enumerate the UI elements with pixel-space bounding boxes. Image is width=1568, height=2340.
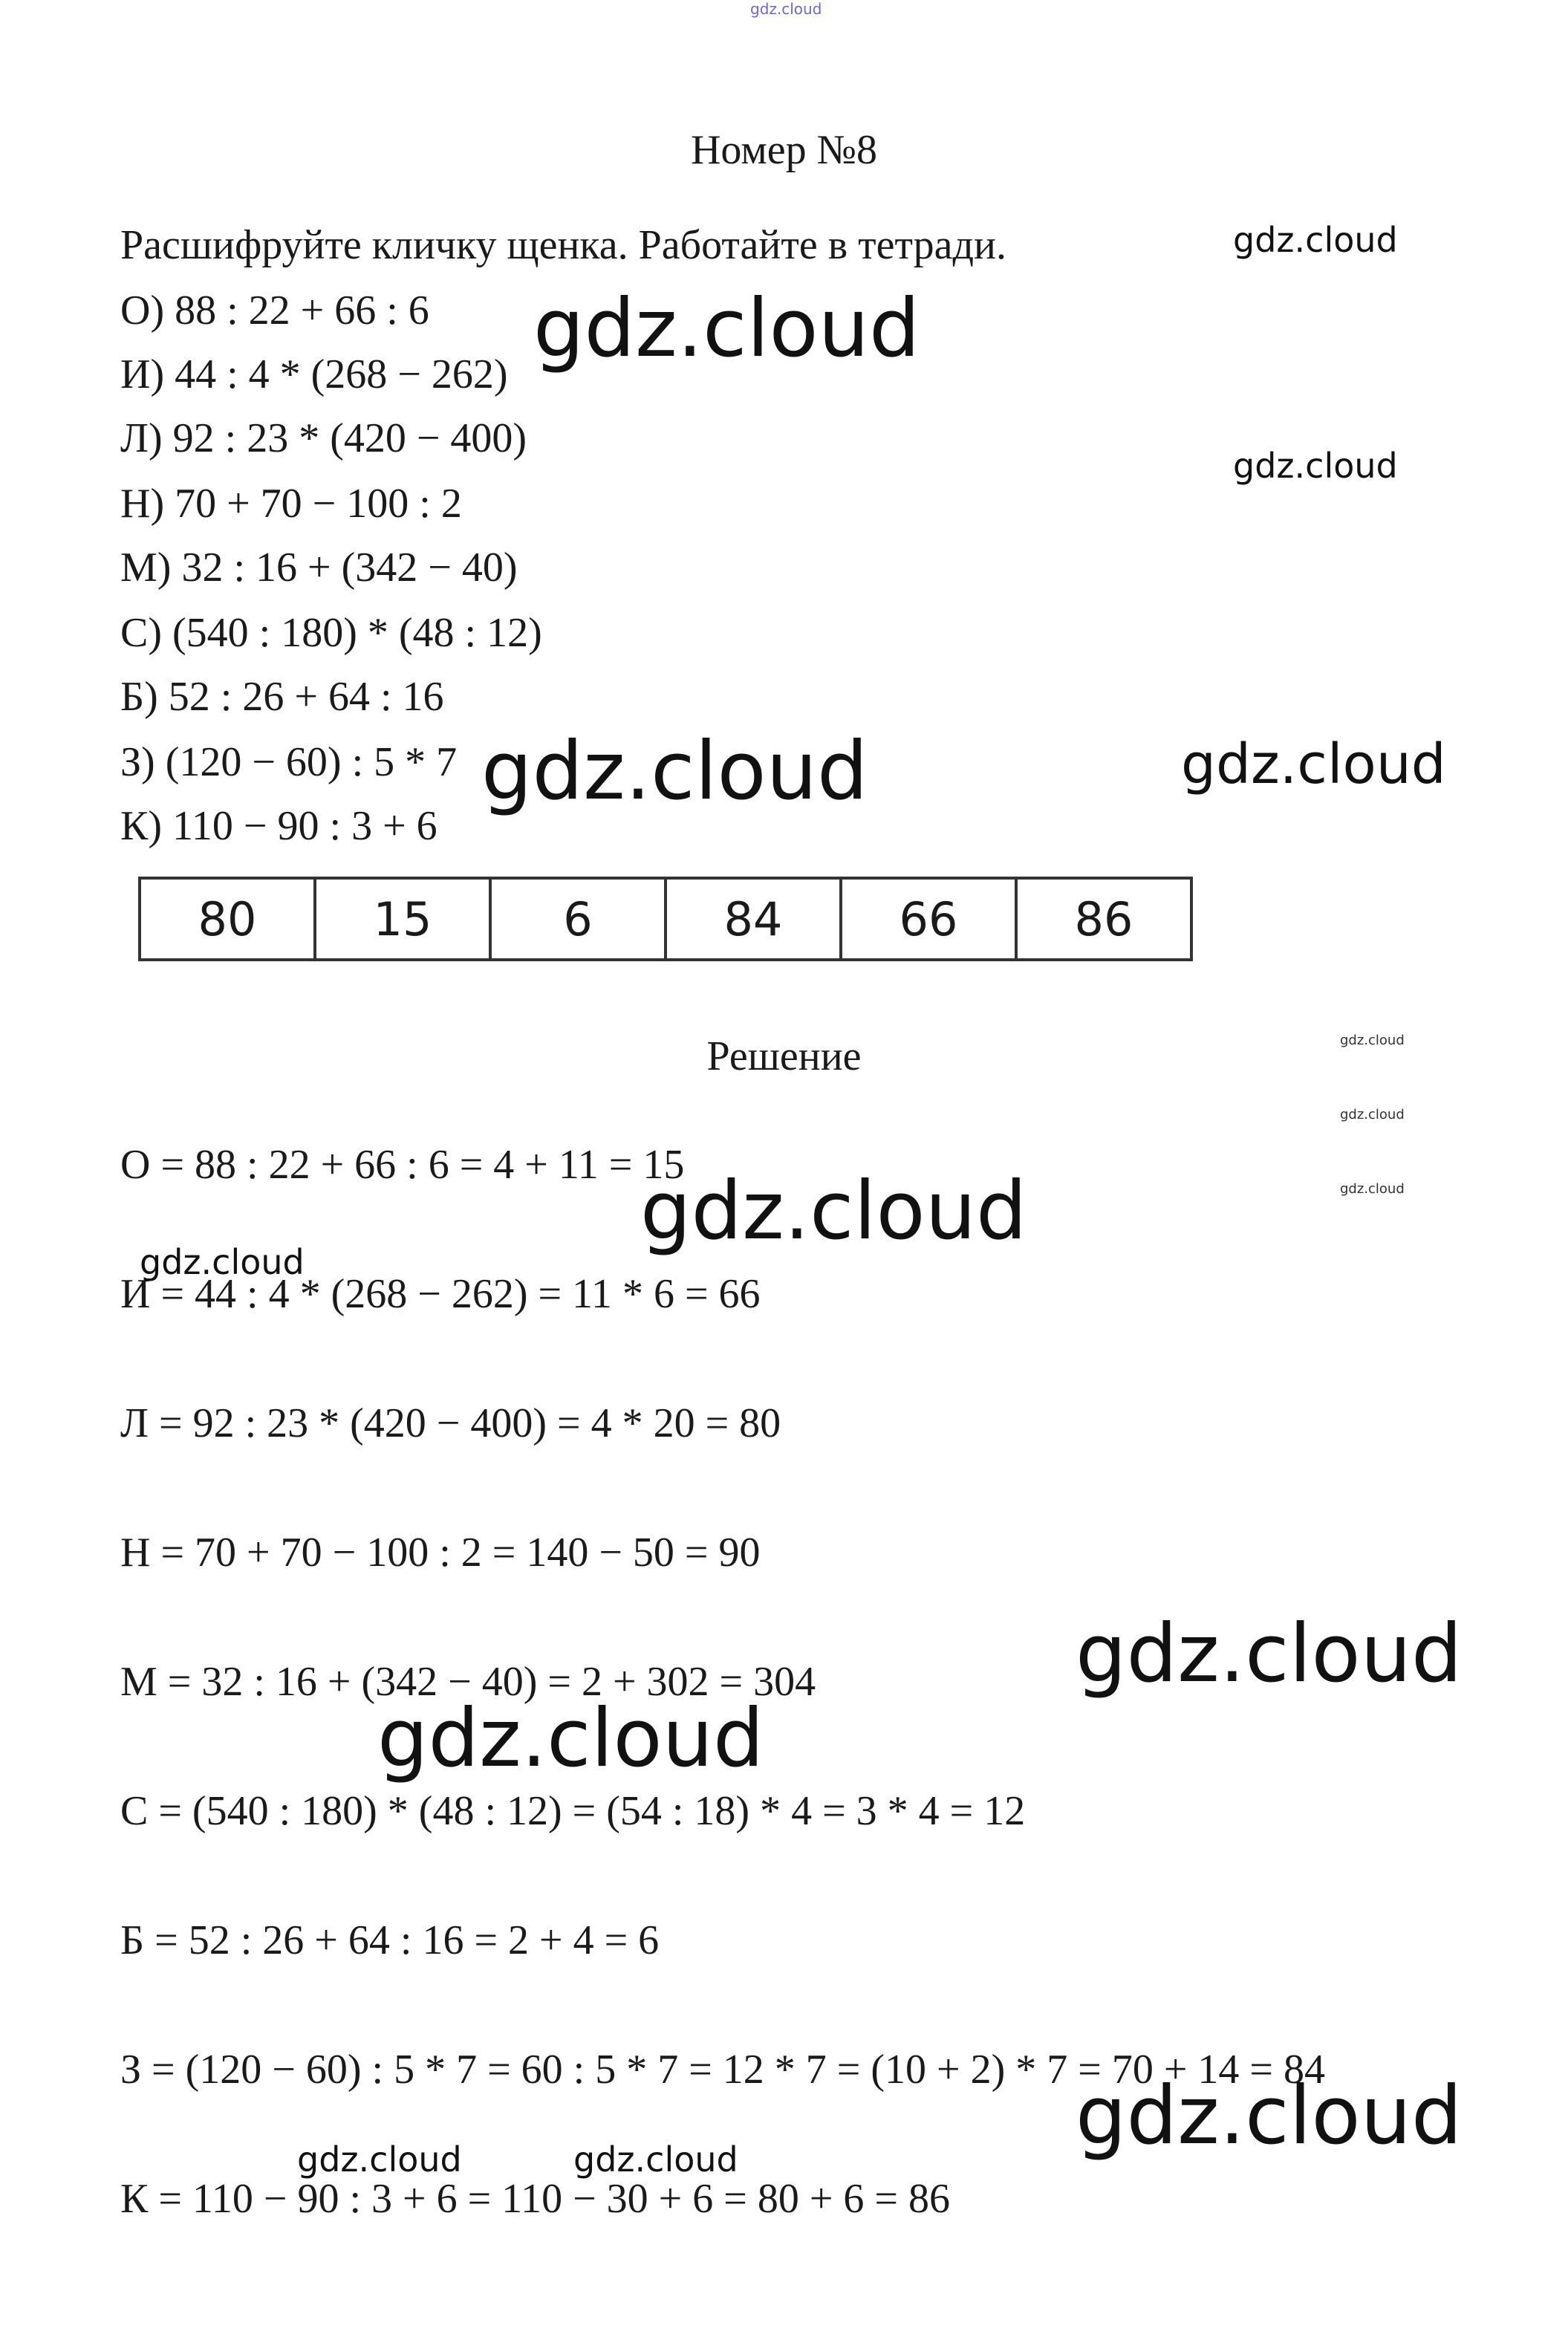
page-title: Номер №8 [690, 127, 878, 173]
watermark: gdz.cloud [533, 282, 920, 375]
solution-line-l: Л = 92 : 23 * (420 − 400) = 4 * 20 = 80 [120, 1400, 781, 1446]
solution-line-k: К = 110 − 90 : 3 + 6 = 110 − 30 + 6 = 80 + 6 = 86 [120, 2176, 950, 2222]
task-line-i: И) 44 : 4 * (268 − 262) [120, 351, 508, 397]
watermark: gdz.cloud [1340, 1181, 1405, 1197]
solution-line-m: М = 32 : 16 + (342 − 40) = 2 + 302 = 304 [120, 1659, 816, 1705]
task-line-n: Н) 70 + 70 − 100 : 2 [120, 481, 462, 527]
watermark: gdz.cloud [1181, 732, 1446, 796]
watermark: gdz.cloud [297, 2139, 462, 2180]
watermark: gdz.cloud [573, 2139, 738, 2180]
answer-table [138, 877, 1193, 961]
watermark: gdz.cloud [140, 1242, 305, 1282]
task-line-z: З) (120 − 60) : 5 * 7 [120, 739, 458, 785]
task-line-s: С) (540 : 180) * (48 : 12) [120, 610, 542, 656]
solution-line-b: Б = 52 : 26 + 64 : 16 = 2 + 4 = 6 [120, 1917, 660, 1963]
task-line-o: О) 88 : 22 + 66 : 6 [120, 287, 429, 334]
solution-line-o: О = 88 : 22 + 66 : 6 = 4 + 11 = 15 [120, 1142, 685, 1188]
task-line-l: Л) 92 : 23 * (420 − 400) [120, 415, 527, 461]
solution-line-z: З = (120 − 60) : 5 * 7 = 60 : 5 * 7 = 12 * 7 = (10 + 2) * 7 = 70 + 14 = 84 [120, 2047, 1326, 2093]
solution-line-s: С = (540 : 180) * (48 : 12) = (54 : 18) * 4 = 3 * 4 = 12 [120, 1788, 1026, 1834]
answer-cell: 66 [841, 878, 1016, 960]
task-instruction: Расшифруйте кличку щенка. Работайте в тетради. [120, 222, 1006, 268]
watermark: gdz.cloud [640, 1165, 1027, 1258]
watermark: gdz.cloud [1076, 2070, 1463, 2162]
watermark: gdz.cloud [1340, 1107, 1405, 1122]
watermark: gdz.cloud [1233, 220, 1398, 260]
task-line-m: М) 32 : 16 + (342 − 40) [120, 545, 518, 591]
answer-cell: 80 [140, 878, 315, 960]
answer-cell: 15 [315, 878, 490, 960]
task-line-k: К) 110 − 90 : 3 + 6 [120, 803, 437, 849]
watermark: gdz.cloud [377, 1692, 764, 1785]
task-line-b: Б) 52 : 26 + 64 : 16 [120, 674, 444, 720]
solution-line-i: И = 44 : 4 * (268 − 262) = 11 * 6 = 66 [120, 1271, 761, 1317]
answer-cell: 6 [490, 878, 666, 960]
answer-cell: 86 [1016, 878, 1191, 960]
watermark-top: gdz.cloud [750, 0, 822, 18]
watermark: gdz.cloud [1076, 1608, 1463, 1700]
answer-table-row [140, 878, 1191, 960]
solution-title: Решение [706, 1033, 862, 1079]
watermark: gdz.cloud [1233, 446, 1398, 486]
solution-line-n: Н = 70 + 70 − 100 : 2 = 140 − 50 = 90 [120, 1530, 761, 1576]
watermark: gdz.cloud [1340, 1033, 1405, 1048]
answer-cell: 84 [666, 878, 841, 960]
watermark: gdz.cloud [481, 725, 868, 818]
